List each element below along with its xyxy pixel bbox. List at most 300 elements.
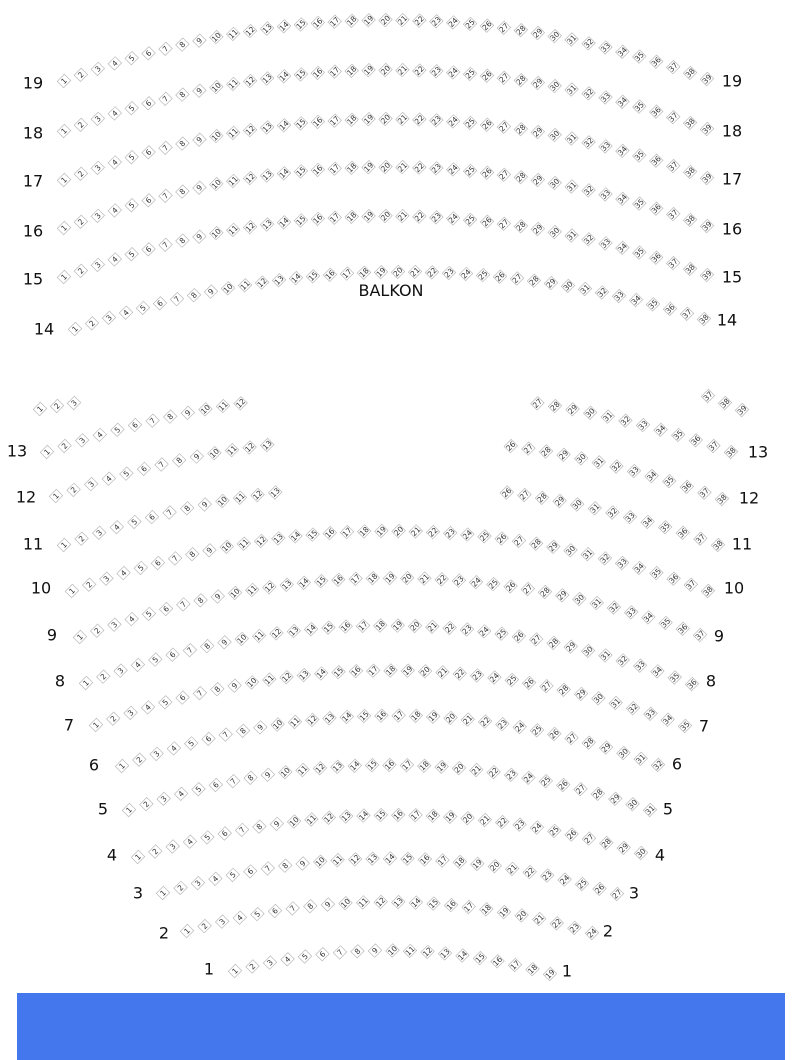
seat-15-12[interactable] [243,220,257,234]
seat-10-8[interactable] [186,547,200,561]
seat-10-6[interactable] [151,556,165,570]
seat-16-15[interactable] [294,165,308,179]
seat-11-12[interactable] [251,488,265,502]
seat-9-2[interactable] [90,624,104,638]
seat-13-top-3[interactable] [67,396,81,410]
seat-18-35[interactable] [633,100,647,114]
seat-16-4[interactable] [108,204,122,218]
seat-8-12[interactable] [270,627,284,641]
seat-2-24[interactable] [585,926,599,940]
seat-14-13[interactable] [272,273,286,287]
seat-4-13[interactable] [339,810,353,824]
seat-10-32[interactable] [598,552,612,566]
seat-17-29[interactable] [531,125,545,139]
seat-10-21[interactable] [409,525,423,539]
seat-10-26[interactable] [495,532,509,546]
seat-19-31[interactable] [565,33,579,47]
seat-18-27[interactable] [497,71,511,85]
seat-8-9[interactable] [218,636,232,650]
seat-11-6[interactable] [145,510,159,524]
seat-15-8[interactable] [176,234,190,248]
seat-15-19[interactable] [362,209,376,223]
seat-4-21[interactable] [478,813,492,827]
seat-19-17[interactable] [328,15,342,29]
seat-7-18[interactable] [384,664,398,678]
seat-11-10[interactable] [216,494,230,508]
seat-6-7[interactable] [219,728,233,742]
seat-14-37[interactable] [680,307,694,321]
seat-8-25[interactable] [495,627,509,641]
seat-3-2[interactable] [174,881,188,895]
seat-13-12[interactable] [234,397,248,411]
seat-19-9[interactable] [193,34,207,48]
seat-11-2[interactable] [75,532,89,546]
seat-10-37[interactable] [684,578,698,592]
seat-15-17[interactable] [328,211,342,225]
seat-1-1[interactable] [228,964,242,978]
seat-4-3[interactable] [166,840,180,854]
seat-17-8[interactable] [176,137,190,151]
seat-7-20[interactable] [418,665,432,679]
seat-17-26[interactable] [480,118,494,132]
seat-5-20[interactable] [452,761,466,775]
seat-6-2[interactable] [133,753,147,767]
seat-7-32[interactable] [626,701,640,715]
seat-10-23[interactable] [443,526,457,540]
seat-4-16[interactable] [391,808,405,822]
seat-18-16[interactable] [311,66,325,80]
seat-5-19[interactable] [435,760,449,774]
seat-4-28[interactable] [600,836,614,850]
seat-7-25[interactable] [505,673,519,687]
seat-11-9[interactable] [198,498,212,512]
seat-8-3[interactable] [114,664,128,678]
seat-19-1[interactable] [57,74,71,88]
seat-6-15[interactable] [357,709,371,723]
seat-17-38[interactable] [683,165,697,179]
seat-4-29[interactable] [617,841,631,855]
seat-10-24[interactable] [461,528,475,542]
seat-1-8[interactable] [351,945,365,959]
seat-8-17[interactable] [356,619,370,633]
seat-1-18[interactable] [526,962,540,976]
seat-10-29[interactable] [547,540,561,554]
seat-6-23[interactable] [496,717,510,731]
seat-19-5[interactable] [125,51,139,65]
seat-10-10[interactable] [220,540,234,554]
seat-18-36[interactable] [649,105,663,119]
seat-15-30[interactable] [548,225,562,239]
seat-19-13[interactable] [260,22,274,36]
seat-13-7[interactable] [146,414,160,428]
seat-15-28[interactable] [514,219,528,233]
seat-4-18[interactable] [426,809,440,823]
seat-8-21[interactable] [426,620,440,634]
seat-17-12[interactable] [243,123,257,137]
seat-1-9[interactable] [368,944,382,958]
seat-11-36[interactable] [676,526,690,540]
seat-8-35[interactable] [668,671,682,685]
seat-10-17[interactable] [340,525,354,539]
seat-9-3[interactable] [108,618,122,632]
seat-14-2[interactable] [85,317,99,331]
seat-4-10[interactable] [287,815,301,829]
seat-6-5[interactable] [184,737,198,751]
seat-3-12[interactable] [348,853,362,867]
seat-4-17[interactable] [409,808,423,822]
seat-2-19[interactable] [497,905,511,919]
seat-15-13[interactable] [260,218,274,232]
seat-15-11[interactable] [226,223,240,237]
seat-7-28[interactable] [557,683,571,697]
seat-13-33[interactable] [636,418,650,432]
seat-7-27[interactable] [540,679,554,693]
seat-14-32[interactable] [595,286,609,300]
seat-3-5[interactable] [226,868,240,882]
seat-15-18[interactable] [345,210,359,224]
seat-16-26[interactable] [480,166,494,180]
seat-6-19[interactable] [426,710,440,724]
seat-12-38[interactable] [715,492,729,506]
seat-7-14[interactable] [314,667,328,681]
seat-3-16[interactable] [418,853,432,867]
seat-6-31[interactable] [634,752,648,766]
seat-5-29[interactable] [609,792,623,806]
seat-14-25[interactable] [476,268,490,282]
seat-4-22[interactable] [495,815,509,829]
seat-7-1[interactable] [89,718,103,732]
seat-11-33[interactable] [623,510,637,524]
seat-8-22[interactable] [443,621,457,635]
seat-3-20[interactable] [488,859,502,873]
seat-1-16[interactable] [491,955,505,969]
seat-14-14[interactable] [289,271,303,285]
seat-5-28[interactable] [591,787,605,801]
seat-19-4[interactable] [108,57,122,71]
seat-10-9[interactable] [203,544,217,558]
seat-9-4[interactable] [125,612,139,626]
seat-8-18[interactable] [374,619,388,633]
seat-9-14[interactable] [297,576,311,590]
seat-19-19[interactable] [362,13,376,27]
seat-1-15[interactable] [473,951,487,965]
seat-14-8[interactable] [187,288,201,302]
seat-4-6[interactable] [218,827,232,841]
seat-16-10[interactable] [210,177,224,191]
seat-7-24[interactable] [488,671,502,685]
seat-8-34[interactable] [651,665,665,679]
seat-16-2[interactable] [74,215,88,229]
seat-5-5[interactable] [192,782,206,796]
seat-14-18[interactable] [357,266,371,280]
seat-12-7[interactable] [155,458,169,472]
seat-10-28[interactable] [529,537,543,551]
seat-14-1[interactable] [68,322,82,336]
seat-2-22[interactable] [550,917,564,931]
seat-13-35[interactable] [671,428,685,442]
seat-19-38[interactable] [683,66,697,80]
seat-2-16[interactable] [444,898,458,912]
seat-18-3[interactable] [91,112,105,126]
seat-10-14[interactable] [289,530,303,544]
seat-5-7[interactable] [226,774,240,788]
seat-3-10[interactable] [313,855,327,869]
seat-6-27[interactable] [565,731,579,745]
seat-8-14[interactable] [304,622,318,636]
seat-1-19[interactable] [543,967,557,981]
seat-19-16[interactable] [311,16,325,30]
seat-9-17[interactable] [349,572,363,586]
seat-14-3[interactable] [102,311,116,325]
seat-12-26[interactable] [504,439,518,453]
seat-10-18[interactable] [357,525,371,539]
seat-19-26[interactable] [480,19,494,33]
seat-19-14[interactable] [277,20,291,34]
seat-18-9[interactable] [193,84,207,98]
seat-14-21[interactable] [408,265,422,279]
seat-16-35[interactable] [633,197,647,211]
seat-16-28[interactable] [514,170,528,184]
seat-15-3[interactable] [91,258,105,272]
seat-15-33[interactable] [599,237,613,251]
seat-18-34[interactable] [616,95,630,109]
seat-11-35[interactable] [658,520,672,534]
seat-14-28[interactable] [527,274,541,288]
seat-10-38[interactable] [701,584,715,598]
seat-18-38[interactable] [683,116,697,130]
seat-9-13[interactable] [280,578,294,592]
seat-13-10[interactable] [199,403,213,417]
seat-19-24[interactable] [446,16,460,30]
seat-18-37[interactable] [666,110,680,124]
seat-10-25[interactable] [478,530,492,544]
seat-8-23[interactable] [460,623,474,637]
seat-6-29[interactable] [599,741,613,755]
seat-11-38[interactable] [711,538,725,552]
seat-5-18[interactable] [417,759,431,773]
seat-16-23[interactable] [430,162,444,176]
seat-17-27[interactable] [497,120,511,134]
seat-15-37[interactable] [666,256,680,270]
seat-15-38[interactable] [683,262,697,276]
seat-6-24[interactable] [513,720,527,734]
seat-16-12[interactable] [243,171,257,185]
seat-2-4[interactable] [233,911,247,925]
seat-14-10[interactable] [221,282,235,296]
seat-17-14[interactable] [277,119,291,133]
seat-15-36[interactable] [649,251,663,265]
seat-5-25[interactable] [539,774,553,788]
seat-15-29[interactable] [531,222,545,236]
seat-18-15[interactable] [294,68,308,82]
seat-15-27[interactable] [497,217,511,231]
seat-6-30[interactable] [617,746,631,760]
seat-15-23[interactable] [430,211,444,225]
seat-10-11[interactable] [237,537,251,551]
seat-6-11[interactable] [288,715,302,729]
seat-16-20[interactable] [379,160,393,174]
seat-14-9[interactable] [204,285,218,299]
seat-18-12[interactable] [243,74,257,88]
seat-19-3[interactable] [91,62,105,76]
seat-19-20[interactable] [379,13,393,27]
seat-11-8[interactable] [180,502,194,516]
seat-15-20[interactable] [379,209,393,223]
seat-9-18[interactable] [366,571,380,585]
seat-11-26[interactable] [500,486,514,500]
seat-10-3[interactable] [100,572,114,586]
seat-1-14[interactable] [456,949,470,963]
seat-19-18[interactable] [345,14,359,28]
seat-7-15[interactable] [332,665,346,679]
seat-15-4[interactable] [108,253,122,267]
seat-19-39[interactable] [700,72,714,86]
seat-17-22[interactable] [413,113,427,127]
seat-4-15[interactable] [374,808,388,822]
seat-10-12[interactable] [254,534,268,548]
seat-2-2[interactable] [198,919,212,933]
seat-6-12[interactable] [305,713,319,727]
seat-10-13[interactable] [272,532,286,546]
seat-13-27[interactable] [531,397,545,411]
seat-17-2[interactable] [74,167,88,181]
seat-16-18[interactable] [345,161,359,175]
seat-16-5[interactable] [125,198,139,212]
seat-4-20[interactable] [461,811,475,825]
seat-14-6[interactable] [153,297,167,311]
seat-17-34[interactable] [616,144,630,158]
seat-4-2[interactable] [149,845,163,859]
seat-14-16[interactable] [323,268,337,282]
seat-18-28[interactable] [514,73,528,87]
seat-7-6[interactable] [176,691,190,705]
seat-8-36[interactable] [685,677,699,691]
seat-7-3[interactable] [124,706,138,720]
seat-4-19[interactable] [443,810,457,824]
seat-18-7[interactable] [159,92,173,106]
seat-6-1[interactable] [115,759,129,773]
seat-4-5[interactable] [201,831,215,845]
seat-11-3[interactable] [92,526,106,540]
seat-12-28[interactable] [539,445,553,459]
seat-4-26[interactable] [565,828,579,842]
seat-13-top-39[interactable] [735,403,749,417]
seat-8-13[interactable] [287,624,301,638]
seat-5-13[interactable] [331,760,345,774]
seat-3-22[interactable] [523,865,537,879]
seat-8-11[interactable] [252,629,266,643]
seat-4-14[interactable] [357,809,371,823]
seat-12-11[interactable] [225,443,239,457]
seat-3-8[interactable] [278,859,292,873]
seat-13-4[interactable] [93,428,107,442]
seat-2-9[interactable] [321,898,335,912]
seat-3-24[interactable] [558,873,572,887]
seat-5-31[interactable] [643,803,657,817]
seat-19-21[interactable] [396,13,410,27]
seat-3-13[interactable] [366,852,380,866]
seat-11-31[interactable] [588,502,602,516]
seat-11-5[interactable] [128,515,142,529]
seat-12-5[interactable] [120,467,134,481]
seat-14-27[interactable] [510,272,524,286]
seat-11-37[interactable] [694,532,708,546]
seat-3-7[interactable] [261,862,275,876]
seat-7-12[interactable] [280,670,294,684]
seat-14-36[interactable] [663,302,677,316]
seat-16-7[interactable] [159,189,173,203]
seat-10-4[interactable] [117,566,131,580]
seat-17-1[interactable] [57,173,71,187]
seat-14-7[interactable] [170,292,184,306]
seat-13-top-38[interactable] [718,396,732,410]
seat-9-23[interactable] [452,574,466,588]
seat-9-32[interactable] [607,601,621,615]
seat-8-7[interactable] [183,643,197,657]
seat-6-6[interactable] [202,732,216,746]
seat-4-27[interactable] [582,832,596,846]
seat-17-15[interactable] [294,117,308,131]
seat-7-5[interactable] [159,696,173,710]
seat-9-5[interactable] [142,607,156,621]
seat-18-10[interactable] [210,80,224,94]
seat-1-10[interactable] [386,944,400,958]
seat-9-34[interactable] [642,611,656,625]
seat-1-3[interactable] [263,956,277,970]
seat-7-16[interactable] [349,664,363,678]
seat-15-26[interactable] [480,215,494,229]
seat-3-1[interactable] [156,886,170,900]
seat-17-23[interactable] [430,114,444,128]
seat-10-27[interactable] [512,534,526,548]
seat-13-31[interactable] [601,410,615,424]
seat-14-24[interactable] [459,267,473,281]
seat-18-24[interactable] [446,66,460,80]
seat-8-20[interactable] [408,619,422,633]
seat-15-34[interactable] [616,241,630,255]
seat-19-30[interactable] [548,29,562,43]
seat-2-5[interactable] [251,907,265,921]
seat-6-26[interactable] [548,727,562,741]
seat-15-15[interactable] [294,214,308,228]
seat-10-20[interactable] [392,524,406,538]
seat-5-27[interactable] [574,782,588,796]
seat-8-16[interactable] [339,620,353,634]
seat-16-3[interactable] [91,209,105,223]
seat-3-25[interactable] [575,877,589,891]
seat-8-8[interactable] [200,639,214,653]
seat-8-4[interactable] [131,658,145,672]
seat-16-37[interactable] [666,207,680,221]
seat-3-26[interactable] [593,882,607,896]
seat-3-14[interactable] [383,852,397,866]
seat-19-15[interactable] [294,18,308,32]
seat-1-4[interactable] [281,953,295,967]
seat-17-6[interactable] [142,146,156,160]
seat-2-3[interactable] [215,915,229,929]
seat-4-30[interactable] [634,846,648,860]
seat-11-28[interactable] [535,491,549,505]
seat-8-2[interactable] [97,670,111,684]
seat-13-6[interactable] [128,418,142,432]
seat-17-32[interactable] [582,136,596,150]
seat-11-34[interactable] [641,515,655,529]
seat-17-4[interactable] [108,156,122,170]
seat-2-14[interactable] [409,896,423,910]
seat-18-26[interactable] [480,69,494,83]
seat-1-5[interactable] [298,950,312,964]
seat-1-11[interactable] [403,944,417,958]
